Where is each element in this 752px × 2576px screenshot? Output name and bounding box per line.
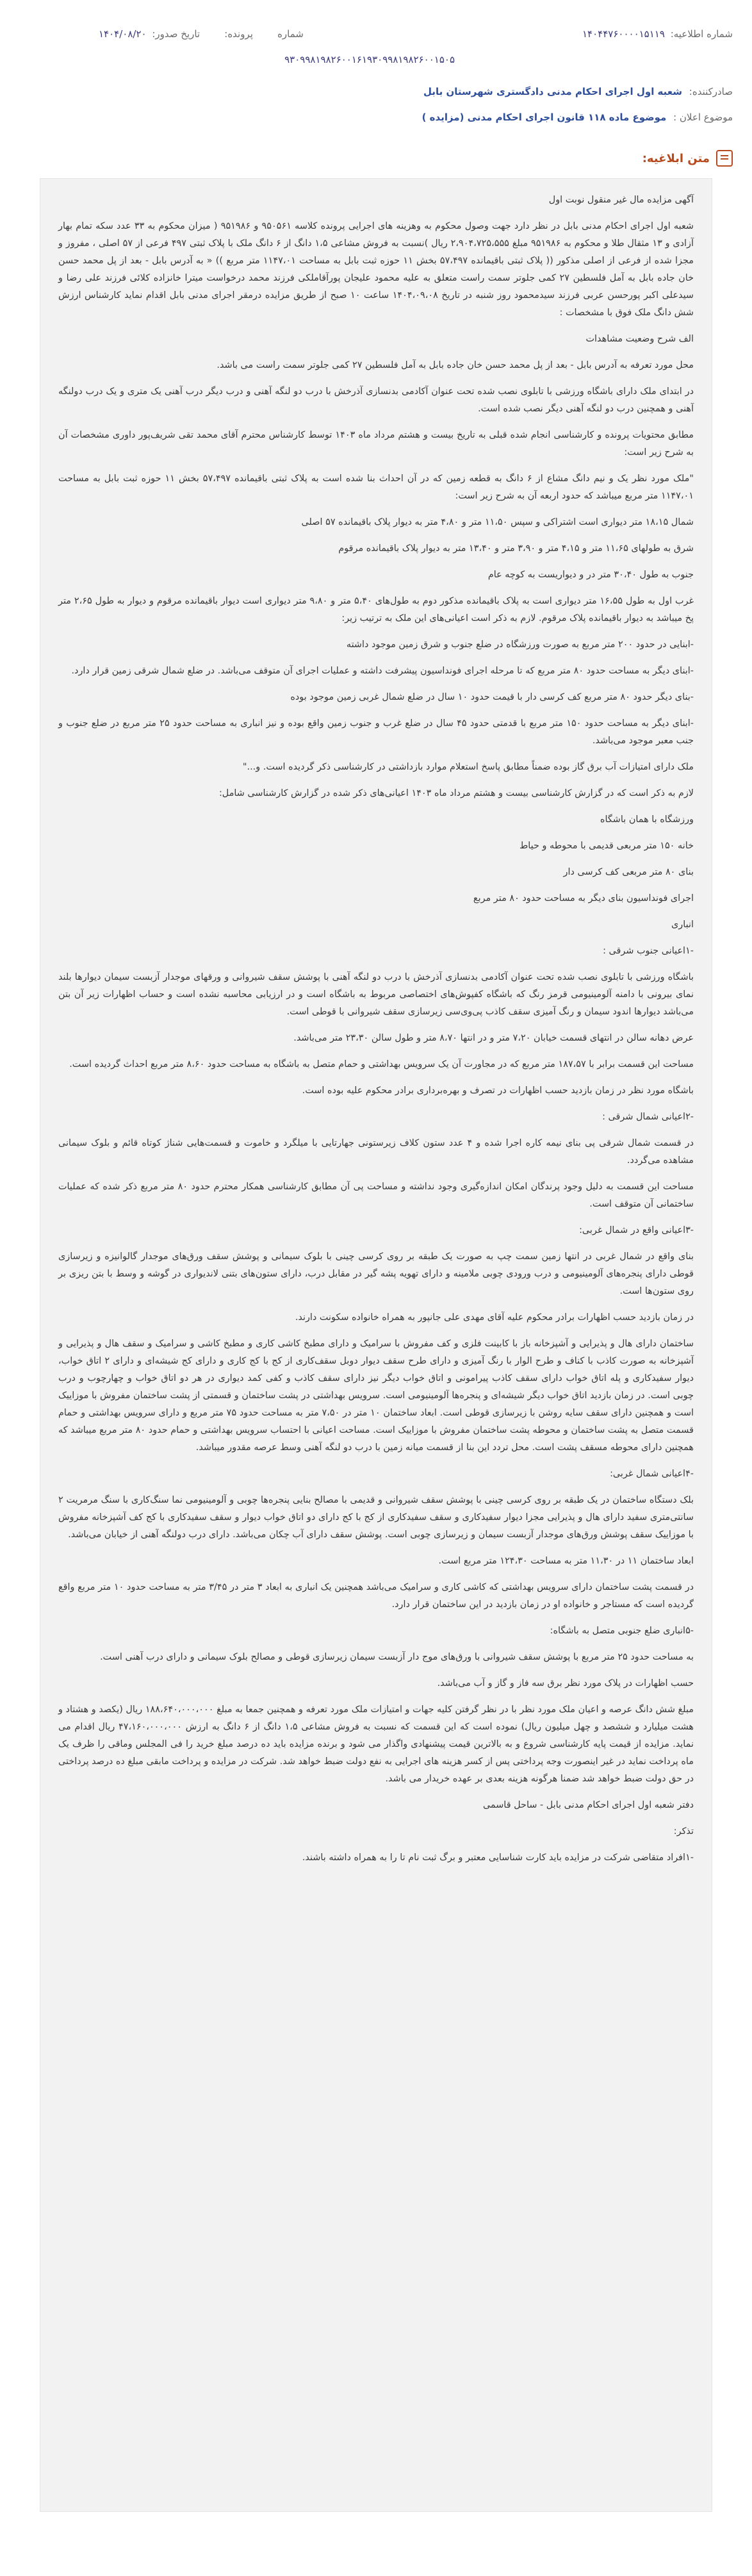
notice-paragraph: ساختمان دارای هال و پذیرایی و آشپزخانه باز با کابینت فلزی و کف مفروش با سرامیک و دارای مطبخ کاشی کاری و مطبخ کاشی و سرامیک و سقف هال و پذیرایی و آشپزخانه به صورت کاذب با کناف و طرح الوار با رنگ آمیزی و دارای طرح سقف دیوار دوبل سقف‌کاری از کج با کج کاری و دارای کج شیشه‌ای و دارای ۲ اتاق خواب، دیوار سفیدکاری و پله اتاق خواب دارای سقف کاذب پیرامونی و اتاق خواب دیگر نیز دارای سقف کاذب و کفی کمد دیواری در هر دو اتاق خواب و چهارچوب و درب چوبی است. در زمان بازدید اتاق خواب دیگر شیشه‌ای و پنجره‌ها آلومینیومی است. سرویس بهداشتی در پشت ساختمان و قسمتی از پشت ساختمان مفروش با موزاییک است و همچنین دارای سقف سایه روشن با زیرسازی قوطی است. ابعاد ساختمان ۱۰ متر در ۷،۵۰ متر به مساحت حدود ۷۵ متر مربع و دارای سرویس بهداشتی و حمام قسمت متصل به پشت ساختمان و محوطه پشت ساختمان مفروش با موزاییک است. مساحت اعیانی با احتساب سرویس بهداشتی و حمام حدود ۸۰ متر مربع میباشد که همچنین دارای محوطه مسقف پشت است. محل تردد این بنا از قسمت میانه زمین با درب دو لنگه آهنی وسط عرصه مقدور میباشد. bbox=[58, 1339, 694, 1453]
notice-paragraph: شعبه اول اجرای احکام مدنی بابل در نظر دارد جهت وصول محکوم به وهزینه های اجرایی پرونده کلاسه ۹۵۰۵۶۱ و ۹۵۱۹۸۶ ( میزان محکوم به ۳۳ عدد سکه تمام بهار آزادی و ۱۳ مثقال طلا و محکوم به ۹۵۱۹۸۶ مبلغ ۲،۹۰۴،۷۲۵،۵۵۵ ریال )نسبت به فروش مشاعی ۱،۵ دانگ از ۶ دانگ ملک با پلاک ثبتی ۴۹۷ فرعی از ۵۷ اصلی ، مفروز و مجزا شده از فرعی از اصلی مذکور (( پلاک ثبتی باقیمانده ۵۷،۴۹۷ بخش ۱۱ حوزه ثبت بابل به مساحت ۱۱۴۷،۰۱ متر مربع )) « به آدرس بابل - بعد از پل محمد حسن خان جاده بابل به آمل فلسطین ۲۷ کمی جلوتر سمت راست متعلق به علیه محمود علیجان پورآقاملکی فرزند محمد درخواست میترا خانزاده کلائی فرزند علی رضا و سیدعلی اکبر پورحسن عربی فرزند سیدمحمود روز شنبه در تاریخ ۱۴۰۴،۰۹،۰۸ ساعت ۱۰ صبح از طریق مزایده درمقر اجرای مدنی بابل اقدام نماید کارشناس ارزش شش دانگ ملک فوق با مشخصات : bbox=[58, 221, 694, 318]
sender-value: شعبه اول اجرای احکام مدنی دادگستری شهرستان بابل bbox=[423, 86, 682, 97]
notice-paragraph: خانه ۱۵۰ متر مربعی قدیمی با محوطه و حیاط bbox=[519, 841, 694, 851]
notice-paragraph: -ابنایی در حدود ۲۰۰ متر مربع به صورت ورزشگاه در ضلع جنوب و شرق زمین موجود داشته bbox=[346, 640, 694, 650]
notice-paragraph: لازم به ذکر است که در گزارش کارشناسی بیست و هشتم مرداد ماه ۱۴۰۳ اعیانی‌های ذکر شده در گزارش کارشناسی شامل: bbox=[218, 788, 694, 798]
notice-paragraph: مساحت این قسمت به دلیل وجود پرندگان امکان اندازه‌گیری وجود نداشته و مساحت پی آن مطابق کارشناسی همکار محترم حدود ۸۰ متر مربع ذکر شده که عملیات ساختمانی آن متوقف است. bbox=[58, 1182, 694, 1209]
notice-paragraph: باشگاه مورد نظر در زمان بازدید حسب اظهارات در تصرف و بهره‌برداری برادر محکوم علیه بوده است. bbox=[302, 1086, 694, 1096]
notice-paragraph: آگهی مزایده مال غیر منقول نوبت اول bbox=[548, 195, 694, 205]
notice-paragraph: بنای واقع در شمال غربی در انتها زمین سمت چپ به صورت یک طبقه بر روی کرسی چینی با بلوک سیمانی و پوشش سقف ورق‌های موجدار گالوانیزه و زیرسازی قوطی دارای پنجره‌های آلومینیومی و درب ورودی چوبی ملامینه و دارای تهویه پشه گیر در مقابل درب، دارای ستون‌های بتنی لاندیواری در گوشه و وسط با بتن ریزی بر روی ستون‌ها است. bbox=[58, 1251, 694, 1296]
notice-text-heading bbox=[642, 150, 733, 167]
announcement-number: ۱۴۰۴۴۷۶۰۰۰۰۱۵۱۱۹ bbox=[582, 28, 665, 40]
notice-paragraph: ملک دارای امتیازات آب برق گاز بوده ضمناً مطابق پاسخ استعلام موارد بازداشتی در کارشناسی ذکر گردیده است. و..." bbox=[242, 762, 694, 772]
announcement-number-label: شماره اطلاعیه: bbox=[670, 28, 733, 40]
subject-label: موضوع اعلان : bbox=[673, 111, 733, 123]
notice-paragraph: عرض دهانه سالن در انتهای قسمت خیابان ۷،۲۰ متر و در انتها ۸،۷۰ متر و طول سالن ۲۳،۳۰ متر می‌باشد. bbox=[293, 1033, 694, 1043]
notice-paragraph: مبلغ شش دانگ عرصه و اعیان ملک مورد نظر با در نظر گرفتن کلیه جهات و امتیازات ملک مورد تعرفه و همچنین جمعا به مبلغ ۱۸۸،۶۴۰،۰۰۰،۰۰۰ ریال (یکصد و هشتاد و هشت میلیارد و ششصد و چهل میلیون ریال) نموده است که این قسمت که نسبت به فروش مشاعی ۱،۵ دانگ از ۶ دانگ به ارزش ۴۷،۱۶۰،۰۰۰،۰۰۰ ریال اقدام می نماید. مزایده از قیمت پایه کارشناسی شروع و به بالاترین قیمت پیشنهادی واگذار می شود و برنده مزایده باید ده درصد مبلغ خرید را فی المجلس وماقی را ظرف یک ماه پرداخت نماید در غیر اینصورت وجه پرداختی پس از کسر هزینه های اجرایی به نفع دولت ضبط خواهد شد. شرکت در مزایده و پرداخت مابقی مبلغ ده درصد پرداختی در حق دولت ضبط خواهد شد ضمنا هرگونه هزینه بعدی بر عهده خریدار می باشد. bbox=[58, 1705, 694, 1784]
notice-paragraph: تذکر: bbox=[673, 1826, 694, 1837]
notice-paragraph: محل مورد تعرفه به آدرس بابل - بعد از پل محمد حسن خان جاده بابل به آمل فلسطین ۲۷ کمی جلوتر سمت راست می باشد. bbox=[217, 360, 694, 370]
notice-paragraph: -بنای دیگر حدود ۸۰ متر مربع کف کرسی دار با قیمت حدود ۱۰ سال در ضلع شمال غربی زمین موجود بوده bbox=[290, 692, 694, 702]
notice-paragraph: باشگاه ورزشی با تابلوی نصب شده تحت عنوان آکادمی بدنسازی آذرخش با درب دو لنگه آهنی با پوشش سقف شیروانی و ورقهای موجدار آزبست سیمان دیوارها بلند نمای بیرونی با دامنه آلومینیومی قرمز رنگ که باشگاه کفپوش‌های اختصاصی مربوط به باشگاه است و در ارزیابی محاسبه نشده است و حساب اظهارات زیر آن بتن می‌باشد دیوارها اندود سیمان و رنگ آمیزی سقف کاذب پی‌وی‌سی زیرسازی سقف شیروانی با قوطی است. bbox=[58, 972, 694, 1017]
tracking-number: ۹۳۰۹۹۸۱۹۸۲۶۰۰۱۶۱۹۳۰۹۹۸۱۹۸۲۶۰۰۱۵۰۵ bbox=[284, 54, 455, 65]
notice-paragraph: "ملک مورد نظر یک و نیم دانگ مشاع از ۶ دانگ به قطعه زمین که در آن احداث بنا شده است به پلاک ثبتی باقیمانده ۵۷،۴۹۷ بخش ۱۱ حوزه ثبت بابل به مساحت ۱۱۴۷،۰۱ متر مربع میباشد که حدود اربعه آن به شرح زیر است: bbox=[58, 474, 694, 501]
notice-paragraph: به مساحت حدود ۲۵ متر مربع با پوشش سقف شیروانی با ورق‌های موج دار آزبست سیمان زیرسازی قوطی و مصالح بلوک سیمانی و دارای درب آهنی است. bbox=[100, 1652, 694, 1662]
notice-header bbox=[0, 0, 752, 76]
sender-label: صادرکننده: bbox=[689, 86, 733, 97]
notice-paragraph: شرق به طولهای ۱۱،۶۵ متر و ۴،۱۵ متر و ۳،۹۰ متر و ۱۳،۴۰ متر به دیوار پلاک باقیمانده مرقوم bbox=[338, 543, 694, 554]
notice-paragraph: بلک دستگاه ساختمان در یک طبقه بر روی کرسی چینی با پوشش سقف شیروانی و قدیمی با مصالح بنایی پنجره‌ها چوبی و آلومینیومی نما سنگ‌کاری با سنگ مرمریت ۲ سانتی‌متری سفید دارای هال و پذیرایی مجزا دیوار سفیدکاری و سقف سفیدکاری از کج با کج دارای دو اتاق خواب دیوار و سقف سفیدکاری با کج کف آشپزخانه مفروش با موزاییک سقف پوشش ورق‌های موجدار آزبست سیمان و زیرسازی چوبی است. پوشش سقف دارای آب چکان می‌باشد. دارای درب دولنگه آهنی از خیابان می‌باشد. bbox=[58, 1495, 694, 1540]
notice-paragraph: -۲اعیانی شمال شرقی : bbox=[602, 1112, 694, 1122]
subject-value: موضوع ماده ۱۱۸ قانون اجرای احکام مدنی (مزایده ) bbox=[421, 111, 667, 123]
notice-paragraph: در زمان بازدید حسب اظهارات برادر محکوم علیه آقای مهدی علی جانپور به همراه خانواده سکونت دارند. bbox=[295, 1312, 694, 1323]
notice-text-title: متن ابلاغیه: bbox=[642, 151, 710, 165]
notice-paragraph: -ابنای دیگر به مساحت حدود ۸۰ متر مربع که تا مرحله اجرای فونداسیون پیشرفت داشته و عملیات اجرای آن متوقف می‌باشد. در ضلع شمال شرقی زمین قرار دارد. bbox=[71, 666, 694, 676]
document-icon bbox=[716, 150, 733, 167]
notice-paragraph: بنای ۸۰ متر مربعی کف کرسی دار bbox=[563, 867, 694, 877]
notice-paragraph: در قسمت شمال شرقی پی بنای نیمه کاره اجرا شده و ۴ عدد ستون کلاف زیرستونی جهارتایی با میلگرد و خاموت و قسمت‌هایی شناژ کوتاه قائم و بلوک سیمانی مشاهده می‌گردد. bbox=[58, 1138, 694, 1166]
case-date-row bbox=[99, 28, 304, 40]
sender-row bbox=[423, 86, 733, 97]
notice-paragraph: -ابنای دیگر به مساحت حدود ۱۵۰ متر مربع با قدمتی حدود ۴۵ سال در ضلع غرب و جنوب زمین واقع بوده و نیز انباری به مساحت حدود ۲۵ متر مربع در ضلع جنوب و جنب معبر موجود می‌باشد. bbox=[58, 718, 694, 746]
notice-paragraph: الف شرح وضعیت مشاهدات bbox=[585, 334, 694, 344]
issue-date-label: تاریخ صدور: bbox=[152, 28, 200, 40]
notice-paragraph: غرب اول به طول ۱۶،۵۵ متر دیواری است به پلاک باقیمانده مذکور دوم به طول‌های ۵،۴۰ متر و ۹،۸۰ متر دیواری است دیوار باقیمانده مرقوم و دیوار به طول ۲،۶۵ متر پخ میباشد به دیوار باقیمانده پلاک مرقوم. لازم به ذکر است اعیانی‌های این ملک به ترتیب زیر: bbox=[58, 596, 694, 623]
notice-paragraph: -۱اعیانی جنوب شرقی : bbox=[603, 946, 694, 956]
subject-row bbox=[422, 111, 733, 123]
notice-paragraph: در ابتدای ملک دارای باشگاه ورزشی با تابلوی نصب شده تحت عنوان آکادمی بدنسازی آذرخش با درب دو لنگه آهنی و درب دیگر درب آهنی یک متری و یک درب دولنگه آهنی و همچنین درب دو لنگه آهنی دیگر نصب شده است. bbox=[58, 386, 694, 414]
notice-paragraph: انباری bbox=[671, 920, 694, 930]
notice-paragraph: شمال ۱۸،۱۵ متر دیواری است اشتراکی و سپس ۱۱،۵۰ متر و ۴،۸۰ متر به دیوار پلاک باقیمانده ۵۷ اصلی bbox=[301, 517, 694, 527]
notice-paragraph: -۴اعیانی شمال غربی: bbox=[610, 1469, 694, 1479]
notice-paragraph: -۳اعیانی واقع در شمال غربی: bbox=[579, 1225, 694, 1235]
notice-paragraph: مطابق محتویات پرونده و کارشناسی انجام شده قبلی به تاریخ بیست و هشتم مرداد ماه ۱۴۰۳ توسط کارشناس محترم آقای محمد تقی شریف‌پور داوری مشخصات آن به شرح زیر است: bbox=[58, 430, 694, 458]
announcement-number-row bbox=[582, 28, 733, 40]
issue-date: ۱۴۰۴/۰۸/۲۰ bbox=[99, 28, 147, 40]
notice-paragraph: در قسمت پشت ساختمان دارای سرویس بهداشتی که کاشی کاری و سرامیک می‌باشد همچنین یک انباری به ابعاد ۳ متر در ۳/۴۵ متر به مساحت حدود ۱۰ متر مربع واقع گردیده است که مستاجر و خانواده او در زمان بازدید در این ساختمان قرار دارد. bbox=[58, 1582, 694, 1610]
notice-paragraph: ورزشگاه با همان باشگاه bbox=[600, 814, 694, 825]
number-label: شماره bbox=[277, 28, 304, 40]
notice-body bbox=[40, 178, 712, 2512]
notice-paragraph: اجرای فونداسیون بنای دیگر به مساحت حدود ۸۰ متر مربع bbox=[473, 893, 694, 904]
notice-paragraph: دفتر شعبه اول اجرای احکام مدنی بابل - ساحل قاسمی bbox=[482, 1800, 694, 1810]
notice-paragraph: -۵انباری ضلع جنوبی متصل به باشگاه: bbox=[550, 1626, 694, 1636]
page-footer-space bbox=[0, 2512, 752, 2576]
notice-paragraph: ابعاد ساختمان ۱۱ در ۱۱،۳۰ متر به مساحت ۱۲۴،۳۰ متر مربع است. bbox=[438, 1556, 694, 1566]
case-label: پرونده: bbox=[224, 28, 253, 40]
notice-paragraph: جنوب به طول ۳۰،۴۰ متر در و دیواریست به کوچه عام bbox=[487, 570, 694, 580]
notice-paragraph: -۱افراد متقاضی شرکت در مزایده باید کارت شناسایی معتبر و برگ ثبت نام تا را به همراه داشته باشند. bbox=[302, 1853, 694, 1863]
notice-paragraph: حسب اظهارات در پلاک مورد نظر برق سه فاز و گاز و آب می‌باشد. bbox=[437, 1678, 694, 1688]
notice-paragraph: مساحت این قسمت برابر با ۱۸۷،۵۷ متر مربع که در مجاورت آن یک سرویس بهداشتی و حمام متصل به باشگاه به مساحت حدود ۸،۶۰ متر مربع احداث گردیده است. bbox=[69, 1059, 694, 1069]
